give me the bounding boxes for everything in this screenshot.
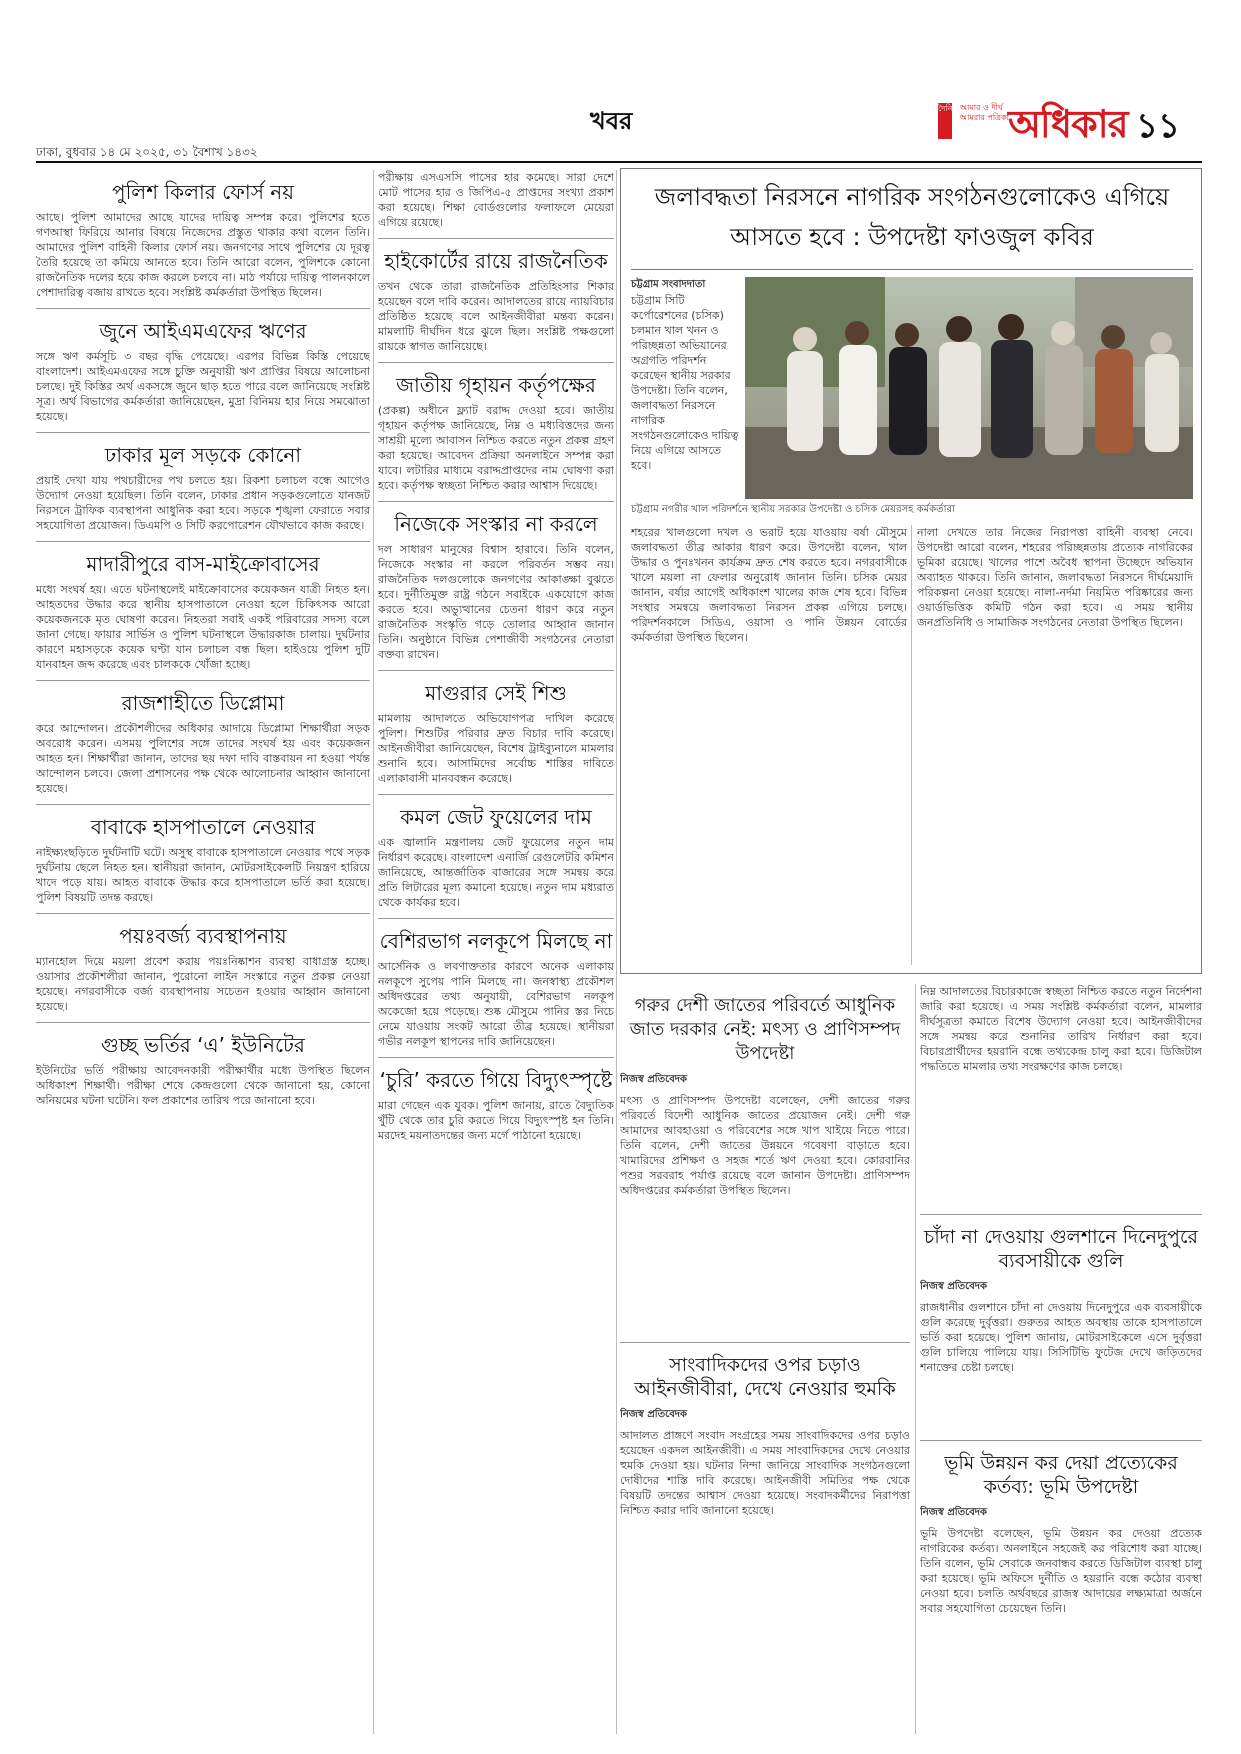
article-headline: ঢাকার মূল সড়কে কোনো xyxy=(104,443,302,467)
column-2 xyxy=(378,170,614,1734)
article xyxy=(36,924,370,1014)
article-headline: গরুর দেশী জাতের পরিবর্তে আধুনিক জাত দরকার নেই: মৎস্য ও প্রাণিসম্পদ উপদেষ্টা xyxy=(629,995,901,1064)
lead-photo-image xyxy=(745,277,1193,499)
article-body: ইউনিটের ভর্তি পরীক্ষায় আবেদনকারী পরীক্ষার্থীর মধ্যে উপস্থিত ছিলেন অধিকাংশ শিক্ষার্থী। পরীক্ষা শেষে কেন্দ্রগুলো থেকে জানানো হয়, কোনো অনিয়মের ঘটনা ঘটেনি। ফল প্রকাশের তারিখ পরে জানানো হবে। xyxy=(36,1064,370,1107)
lead-column-rule xyxy=(911,525,912,965)
article-headline: ‘চুরি’ করতে গিয়ে বিদ্যুৎস্পৃষ্টে xyxy=(379,1068,613,1092)
divider xyxy=(920,1214,1202,1215)
article-headline: জুনে আইএমএফের ঋণের xyxy=(99,319,307,343)
article-extortion xyxy=(920,1214,1202,1434)
article-headline: মাদারীপুরে বাস-মাইক্রোবাসের xyxy=(86,552,320,576)
article-headline: গুচ্ছ ভর্তির ‘এ’ ইউনিটের xyxy=(101,1033,305,1057)
article-landtax xyxy=(920,1440,1202,1734)
article xyxy=(378,929,614,1049)
article xyxy=(378,1068,614,1143)
article-body: নাইক্ষ্যংছড়িতে দুর্ঘটনাটি ঘটে। অসুস্থ বাবাকে হাসপাতালে নেওয়ার পথে সড়ক দুর্ঘটনায় ছেলে নিহত হন। স্থানীয়রা জানান, মোটরসাইকেলটি নিয়ন্ত্রণ হারিয়ে খাদে পড়ে যায়। আহত বাবাকে উদ্ধার করে হাসপাতালে ভর্তি করা হয়েছে। পুলিশ বিষয়টি তদন্ত করছে। xyxy=(36,846,370,904)
logo-name: অধিকার xyxy=(1008,101,1128,146)
article-headline: চাঁদা না দেওয়ায় গুলশানে দিনেদুপুরে ব্যবসায়ীকে গুলি xyxy=(924,1226,1198,1272)
article-body: রাজধানীর গুলশানে চাঁদা না দেওয়ায় দিনেদুপুরে এক ব্যবসায়ীকে গুলি করেছে দুর্বৃত্তরা। গুরুতর আহত অবস্থায় তাকে হাসপাতালে ভর্তি করা হয়েছে। পুলিশ জানায়, মোটরসাইকেলে এসে দুর্বৃত্তরা গুলি চালিয়ে পালিয়ে যায়। সিসিটিভি ফুটেজ দেখে জড়িতদের শনাক্তের চেষ্টা চলছে। xyxy=(920,1301,1202,1374)
article-journalists xyxy=(620,1342,910,1734)
lead-intro xyxy=(631,293,739,497)
divider xyxy=(36,432,370,433)
article xyxy=(378,805,614,910)
article-headline: নিজেকে সংস্কার না করলে xyxy=(394,512,598,536)
divider xyxy=(378,918,614,919)
divider xyxy=(378,362,614,363)
article-body: প্রয়াই দেখা যায় পথচারীদের পথ চলতে হয়। রিকশা চলাচল বন্ধে আগেও উদ্যোগ নেওয়া হয়েছিল। তিনি বলেন, ঢাকার প্রধান সড়কগুলোতে যানজট নিরসনে ট্রাফিক ব্যবস্থাপনা আধুনিক করা হবে। সড়কে শৃঙ্খলা ফেরাতে সবার সহযোগিতা প্রয়োজন। ডিএমপি ও সিটি করপোরেশন যৌথভাবে কাজ করছে। xyxy=(36,474,370,532)
article-byline: নিজস্ব প্রতিবেদক xyxy=(920,1281,988,1292)
article-headline: জাতীয় গৃহায়ন কর্তৃপক্ষের xyxy=(396,373,596,397)
article-body: এক জ্বালানি মন্ত্রণালয় জেট ফুয়েলের নতুন দাম নির্ধারণ করেছে। বাংলাদেশ এনার্জি রেগুলেটরি কমিশন জানিয়েছে, আন্তর্জাতিক বাজারের সঙ্গে সমন্বয় করে প্রতি লিটারের মূল্য কমানো হয়েছে। নতুন দাম মধ্যরাত থেকে কার্যকর হবে। xyxy=(378,836,614,909)
divider xyxy=(36,680,370,681)
article-headline: পুলিশ কিলার ফোর্স নয় xyxy=(112,180,294,204)
article-headline: বেশিরভাগ নলকূপে মিলছে না xyxy=(379,929,613,953)
section-title: খবর xyxy=(590,107,633,135)
lead-body-text: শহরের খালগুলো দখল ও ভরাট হয়ে যাওয়ায় বর্ষা মৌসুমে জলাবদ্ধতা তীব্র আকার ধারণ করে। উপদেষ্টা বলেন, খাল উদ্ধার ও পুনঃখনন কার্যক্রম দ্রুত শেষ করতে হবে। নগরবাসীকে খালে ময়লা না ফেলার অনুরোধ জানান তিনি। চসিক মেয়র জানান, বর্ষার আগেই অধিকাংশ খালের কাজ শেষ হবে। বিভিন্ন সংস্থার সমন্বয়ে জলাবদ্ধতা নিরসন প্রকল্প এগিয়ে চলছে। পরিদর্শনকালে সিডিএ, ওয়াসা ও পানি উন্নয়ন বোর্ডের কর্মকর্তারা উপস্থিত ছিলেন। xyxy=(631,526,907,644)
article xyxy=(378,681,614,786)
article-body: মধ্যে সংঘর্ষ হয়। এতে ঘটনাস্থলেই মাইক্রোবাসের কয়েকজন যাত্রী নিহত হন। আহতদের উদ্ধার করে স্থানীয় হাসপাতালে নেওয়া হলে চিকিৎসক আরো কয়েকজনকে মৃত ঘোষণা করেন। নিহতরা সবাই একই পরিবারের সদস্য বলে জানা গেছে। ফায়ার সার্ভিস ও পুলিশ ঘটনাস্থলে উদ্ধারকাজ চালায়। দুর্ঘটনার কারণে মহাসড়কে কয়েক ঘণ্টা যান চলাচল বন্ধ ছিল। হাইওয়ে পুলিশ দুটি যানবাহন জব্দ করেছে এবং চালককে খোঁজা হচ্ছে। xyxy=(36,583,370,671)
logo-band: দৈনিক xyxy=(938,103,952,139)
article-body: (প্রকল্প) অধীনে ফ্ল্যাট বরাদ্দ দেওয়া হবে। জাতীয় গৃহায়ন কর্তৃপক্ষ জানিয়েছে, নিম্ন ও মধ্যবিত্তদের জন্য সাশ্রয়ী মূল্যে আবাসন নিশ্চিত করতে নতুন প্রকল্প গ্রহণ করা হয়েছে। আবেদন প্রক্রিয়া অনলাইনে সম্পন্ন করা যাবে। লটারির মাধ্যমে বরাদ্দপ্রাপ্তদের নাম ঘোষণা করা হবে। কর্তৃপক্ষ স্বচ্ছতা নিশ্চিত করার আশ্বাস দিয়েছে। xyxy=(378,404,614,492)
divider xyxy=(378,238,614,239)
article-body: আর্সেনিক ও লবণাক্ততার কারণে অনেক এলাকায় নলকূপে সুপেয় পানি মিলছে না। জনস্বাস্থ্য প্রকৌশল অধিদপ্তরের তথ্য অনুযায়ী, বেশিরভাগ নলকূপ অকেজো হয়ে পড়েছে। শুষ্ক মৌসুমে পানির স্তর নিচে নেমে যাওয়ায় সংকট আরো তীব্র হয়েছে। স্থানীয়রা গভীর নলকূপ স্থাপনের দাবি জানিয়েছেন। xyxy=(378,960,614,1048)
article xyxy=(36,443,370,533)
lead-story xyxy=(620,168,1202,974)
article-body: আছে। পুলিশ আমাদের আছে যাদের দায়িত্ব সম্পন্ন করে। পুলিশের হতে গণআস্থা ফিরিয়ে আনার বিষয়ে নিজেদের প্রস্তুত থাকার কথা বলেন তিনি। আমাদের পুলিশ বাহিনী কিলার ফোর্স নয়। জনগণের সাথে পুলিশের যে দূরত্ব তৈরি হয়েছে তা কমিয়ে আনতে হবে। তিনি আরো বলেন, পুলিশকে কোনো রাজনৈতিক দলের হয়ে কাজ করলে চলবে না। মাঠ পর্যায়ে দায়িত্ব পালনকালে পেশাদারিত্ব বজায় রাখতে হবে। সংশ্লিষ্ট কর্মকর্তারা উপস্থিত ছিলেন। xyxy=(36,211,370,299)
lead-rule xyxy=(631,269,1193,270)
article-body: নিম্ন আদালতের বিচারকাজে স্বচ্ছতা নিশ্চিত করতে নতুন নির্দেশনা জারি করা হয়েছে। এ সময় সংশ্লিষ্ট কর্মকর্তারা বলেন, মামলার দীর্ঘসূত্রতা কমাতে বিশেষ উদ্যোগ নেওয়া হবে। আইনজীবীদের সঙ্গে সমন্বয় করে শুনানির তারিখ নির্ধারণ করা হবে। বিচারপ্রার্থীদের হয়রানি বন্ধে তথ্যকেন্দ্র চালু করা হবে। ডিজিটাল পদ্ধতিতে মামলার তথ্য সংরক্ষণের কাজ চলছে। xyxy=(920,985,1202,1073)
article-body: মামলায় আদালতে অভিযোগপত্র দাখিল করেছে পুলিশ। শিশুটির পরিবার দ্রুত বিচার দাবি করেছে। আইনজীবীরা জানিয়েছেন, বিশেষ ট্রাইব্যুনালে মামলার শুনানি হবে। আসামিদের সর্বোচ্চ শাস্তির দাবিতে এলাকাবাসী মানববন্ধন করেছে। xyxy=(378,712,614,785)
article-headline: হাইকোর্টের রায়ে রাজনৈতিক xyxy=(384,249,608,273)
divider xyxy=(378,501,614,502)
divider xyxy=(920,1440,1202,1441)
lead-headline: জলাবদ্ধতা নিরসনে নাগরিক সংগঠনগুলোকেও এগিয়ে আসতে হবে : উপদেষ্টা ফাওজুল কবির xyxy=(654,183,1170,251)
article xyxy=(36,319,370,424)
article-body: মারা গেছেন এক যুবক। পুলিশ জানায়, রাতে বৈদ্যুতিক খুঁটি থেকে তার চুরি করতে গিয়ে বিদ্যুৎস্পৃষ্ট হন তিনি। মরদেহ ময়নাতদন্তের জন্য মর্গে পাঠানো হয়েছে। xyxy=(378,1099,614,1142)
article-body: সঙ্গে ঋণ কর্মসূচি ৩ বছর বৃদ্ধি পেয়েছে। এরপর বিভিন্ন কিস্তি পেয়েছে বাংলাদেশ। আইএমএফের সঙ্গে চুক্তি অনুযায়ী ঋণ প্রাপ্তির বিষয়ে আলোচনা চলছে। দুই কিস্তির অর্থ একসঙ্গে জুনে ছাড় হতে পারে বলে জানিয়েছে সংশ্লিষ্ট সূত্র। অর্থ বিভাগের কর্মকর্তারা জানিয়েছেন, মুদ্রা বিনিময় হার নিয়ে সমঝোতা হয়েছে। xyxy=(36,350,370,423)
article-headline: মাগুরার সেই শিশু xyxy=(425,681,567,705)
article-headline: ভূমি উন্নয়ন কর দেয়া প্রত্যেকের কর্তব্য: ভূমি উপদেষ্টা xyxy=(944,1452,1178,1498)
article-byline: নিজস্ব প্রতিবেদক xyxy=(620,1409,688,1420)
divider xyxy=(36,541,370,542)
column-rule xyxy=(915,984,916,1734)
article xyxy=(36,815,370,905)
lead-byline: চট্টগ্রাম সংবাদদাতা xyxy=(631,279,706,290)
article-body: পরীক্ষায় এসএসসি পাসের হার কমেছে। সারা দেশে মোট পাসের হার ও জিপিএ-৫ প্রাপ্তদের সংখ্যা প্রকাশ করা হয়েছে। শিক্ষা বোর্ডগুলোর ফলাফলে মেয়েরা এগিয়ে রয়েছে। xyxy=(378,171,614,229)
article-headline: কমল জেট ফুয়েলের দাম xyxy=(400,805,592,829)
masthead-logo xyxy=(938,95,1138,147)
article xyxy=(36,180,370,300)
article xyxy=(36,1033,370,1108)
column-1 xyxy=(36,170,370,1734)
article xyxy=(36,691,370,796)
divider xyxy=(620,1342,910,1343)
article-headline: পয়ঃবর্জ্য ব্যবস্থাপনায় xyxy=(119,924,287,948)
article-body: মৎস্য ও প্রাণিসম্পদ উপদেষ্টা বলেছেন, দেশী জাতের গরুর পরিবর্তে বিদেশী আধুনিক জাতের প্রয়োজন নেই। দেশী গরু আমাদের আবহাওয়া ও পরিবেশের সঙ্গে খাপ খাইয়ে নিতে পারে। তিনি বলেন, দেশী জাতের উন্নয়নে গবেষণা বাড়াতে হবে। খামারিদের প্রশিক্ষণ ও সহজ শর্তে ঋণ দেওয়া হবে। কোরবানির পশুর সরবরাহ পর্যাপ্ত রয়েছে বলে জানান উপদেষ্টা। প্রাণিসম্পদ অধিদপ্তরের কর্মকর্তারা উপস্থিত ছিলেন। xyxy=(620,1094,910,1197)
article xyxy=(378,249,614,354)
header-rule xyxy=(36,161,1202,163)
article-body: দল সাধারণ মানুষের বিশ্বাস হারাবে। তিনি বলেন, নিজেকে সংস্কার না করলে পরিবর্তন সম্ভব নয়। রাজনৈতিক দলগুলোকে জনগণের আকাঙ্ক্ষা বুঝতে হবে। দুর্নীতিমুক্ত রাষ্ট্র গঠনে সবাইকে একযোগে কাজ করতে হবে। অভ্যুত্থানের চেতনা ধারণ করে নতুন রাজনৈতিক সংস্কৃতি গড়ে তোলার আহ্বান জানান তিনি। অনুষ্ঠানে বিভিন্ন পেশাজীবী সংগঠনের নেতারা বক্তব্য রাখেন। xyxy=(378,543,614,661)
divider xyxy=(378,794,614,795)
lead-body-left xyxy=(631,525,907,965)
date-line: ঢাকা, বুধবার ১৪ মে ২০২৫, ৩১ বৈশাখ ১৪৩২ xyxy=(36,145,258,159)
article-headline: বাবাকে হাসপাতালে নেওয়ার xyxy=(90,815,316,839)
divider xyxy=(36,308,370,309)
divider xyxy=(36,1022,370,1023)
divider xyxy=(378,1057,614,1058)
article-body: আদালত প্রাঙ্গণে সংবাদ সংগ্রহের সময় সাংবাদিকদের ওপর চড়াও হয়েছেন একদল আইনজীবী। এ সময় সাংবাদিকদের দেখে নেওয়ার হুমকি দেওয়া হয়। ঘটনার নিন্দা জানিয়ে সাংবাদিক সংগঠনগুলো দোষীদের শাস্তি দাবি করেছে। আইনজীবী সমিতির পক্ষ থেকে বিষয়টি তদন্তের আশ্বাস দেওয়া হয়েছে। সংবাদকর্মীদের নিরাপত্তা নিশ্চিত করার দাবি জানানো হয়েছে। xyxy=(620,1429,910,1517)
article-body: তখন থেকে তারা রাজনৈতিক প্রতিহিংসার শিকার হয়েছেন বলে দাবি করেন। আদালতের রায়ে ন্যায়বিচার প্রতিষ্ঠিত হয়েছে বলে আইনজীবীরা মন্তব্য করেন। মামলাটি দীর্ঘদিন ধরে ঝুলে ছিল। সংশ্লিষ্ট পক্ষগুলো রায়কে স্বাগত জানিয়েছে। xyxy=(378,280,614,353)
column-rule xyxy=(373,170,374,1734)
article-byline: নিজস্ব প্রতিবেদক xyxy=(920,1507,988,1518)
article xyxy=(378,373,614,493)
divider xyxy=(36,804,370,805)
lead-caption: চট্টগ্রাম নগরীর খাল পরিদর্শনে স্থানীয় সরকার উপদেষ্টা ও চসিক মেয়রসহ কর্মকর্তারা xyxy=(631,504,955,515)
article-body: করে আন্দোলন। প্রকৌশলীদের অধিকার আদায়ে ডিপ্লোমা শিক্ষার্থীরা সড়ক অবরোধ করেন। এসময় পুলিশের সঙ্গে তাদের সংঘর্ষ হয় এবং কয়েকজন আহত হন। শিক্ষার্থীরা জানান, তাদের ছয় দফা দাবি বাস্তবায়ন না হওয়া পর্যন্ত আন্দোলন চলবে। জেলা প্রশাসনের পক্ষ থেকে আলোচনার আহ্বান জানানো হয়েছে। xyxy=(36,722,370,795)
article-byline: নিজস্ব প্রতিবেদক xyxy=(620,1074,688,1085)
article-livestock xyxy=(620,984,910,1332)
lead-intro-text: চট্টগ্রাম সিটি কর্পোরেশনের (চসিক) চলমান খাল খনন ও পরিচ্ছন্নতা অভিযানের অগ্রগতি পরিদর্শন করেছেন স্থানীয় সরকার উপদেষ্টা। তিনি বলেন, জলাবদ্ধতা নিরসনে নাগরিক সংগঠনগুলোকেও দায়িত্ব নিয়ে এগিয়ে আসতে হবে। xyxy=(631,294,739,472)
lead-photo xyxy=(745,277,1193,499)
article xyxy=(378,170,614,230)
column-rule xyxy=(616,170,617,1734)
lead-body-right xyxy=(917,525,1193,965)
article-body: ভূমি উপদেষ্টা বলেছেন, ভূমি উন্নয়ন কর দেওয়া প্রত্যেক নাগরিকের কর্তব্য। অনলাইনে সহজেই কর পরিশোধ করা যাচ্ছে। তিনি বলেন, ভূমি সেবাকে জনবান্ধব করতে ডিজিটাল ব্যবস্থা চালু করা হয়েছে। ভূমি অফিসে দুর্নীতি ও হয়রানি বন্ধে কঠোর ব্যবস্থা নেওয়া হবে। চলতি অর্থবছরে রাজস্ব আদায়ের লক্ষ্যমাত্রা অর্জনে সবার সহযোগিতা চেয়েছেন তিনি। xyxy=(920,1527,1202,1615)
logo-tagline: আমার ও দীর্ঘ আমরার পত্রিকা xyxy=(960,103,1009,122)
lead-body-text: নালা দেখতে তার নিজের নিরাপত্তা বাহিনী ব্যবস্থা নেবে। উপদেষ্টা আরো বলেন, শহরের পরিচ্ছন্নতায় প্রত্যেক নাগরিকের ভূমিকা রয়েছে। খালের পাশে অবৈধ স্থাপনা উচ্ছেদে অভিযান অব্যাহত থাকবে। তিনি জানান, জলাবদ্ধতা নিরসনে দীর্ঘমেয়াদি পরিকল্পনা নেওয়া হয়েছে। নালা-নর্দমা নিয়মিত পরিষ্কারের জন্য ওয়ার্ডভিত্তিক কমিটি গঠন করা হবে। এ সময় স্থানীয় জনপ্রতিনিধি ও সামাজিক সংগঠনের নেতারা উপস্থিত ছিলেন। xyxy=(917,526,1193,629)
page-number: ১১ xyxy=(1136,106,1181,146)
article-continued xyxy=(920,984,1202,1208)
article-headline: রাজশাহীতে ডিপ্লোমা xyxy=(121,691,285,715)
article xyxy=(36,552,370,672)
article-body: ম্যানহোল দিয়ে ময়লা প্রবেশ করায় পয়ঃনিষ্কাশন ব্যবস্থা বাধাগ্রস্ত হচ্ছে। ওয়াসার প্রকৌশলীরা জানান, পুরোনো লাইন সংস্কারে নতুন প্রকল্প নেওয়া হয়েছে। নগরবাসীকে বর্জ্য ব্যবস্থাপনায় সচেতন হওয়ার আহ্বান জানানো হয়েছে। xyxy=(36,955,370,1013)
article xyxy=(378,512,614,662)
article-headline: সাংবাদিকদের ওপর চড়াও আইনজীবীরা, দেখে নেওয়ার হুমকি xyxy=(634,1354,896,1400)
divider xyxy=(378,670,614,671)
divider xyxy=(36,913,370,914)
